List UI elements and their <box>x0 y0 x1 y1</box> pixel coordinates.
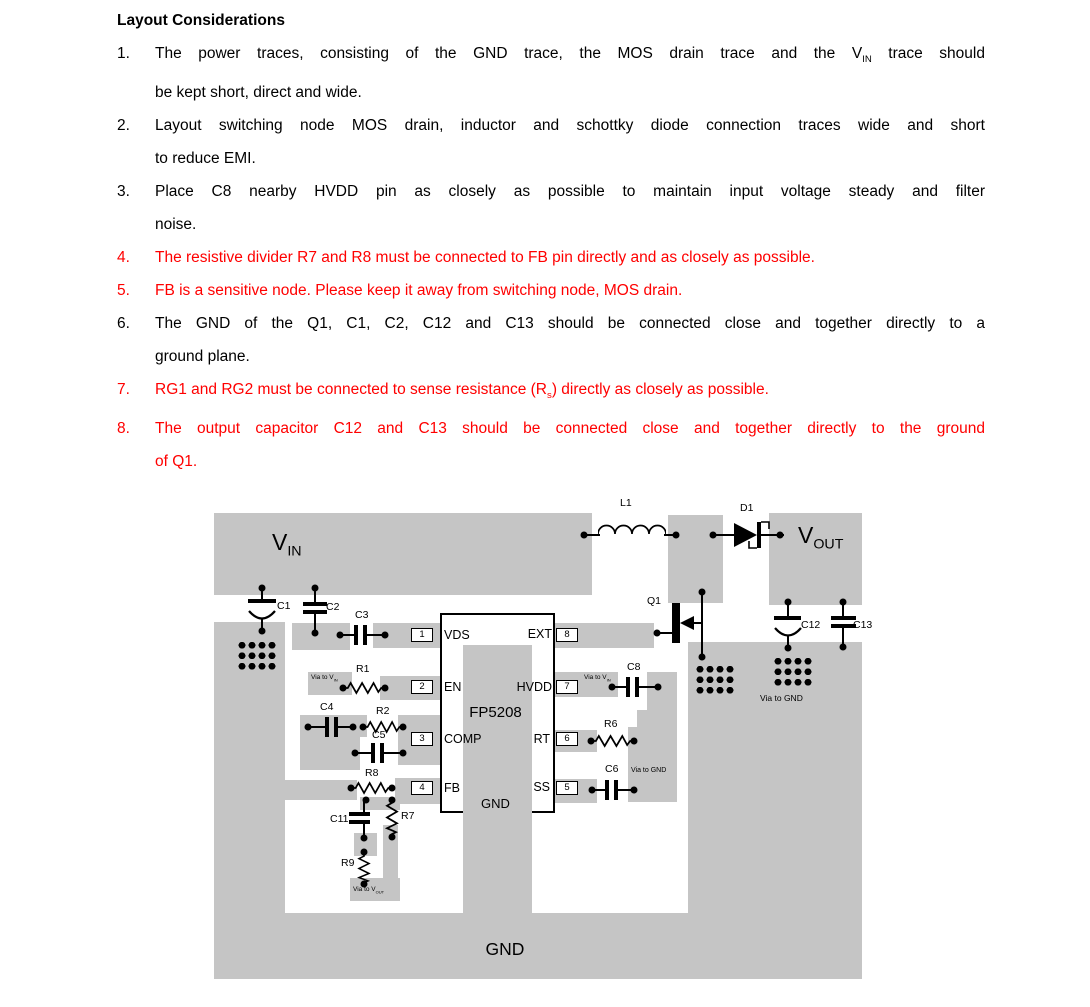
list-item-line: RG1 and RG2 must be connected to sense resistance $(R_s)$ directly as closely as possible. <box>155 381 769 402</box>
ic-pin-name-vds: VDS <box>444 628 470 642</box>
layout-considerations-section <box>117 4 985 478</box>
ic-pin-name-fb: FB <box>444 781 460 795</box>
pin-number: 1 <box>419 629 425 641</box>
wire-segment <box>701 592 703 658</box>
junction-dot <box>361 835 368 842</box>
pin-box-7 <box>556 680 578 694</box>
ic-pin-name-ext: EXT <box>527 627 552 641</box>
junction-dot <box>785 645 792 652</box>
junction-dot <box>589 787 596 794</box>
via-to-vin-label-right: Via to $V_{IN}$ <box>584 674 611 683</box>
junction-dot <box>631 787 638 794</box>
list-item-line: noise. <box>155 216 197 234</box>
junction-dot <box>840 644 847 651</box>
ic-pin-name-ss: SS <box>533 780 550 794</box>
list-item-line: of Q1. <box>155 453 198 471</box>
list-item-number: 6. <box>117 315 130 333</box>
junction-dot <box>840 599 847 606</box>
c11-plate-top <box>349 812 370 816</box>
junction-dot <box>389 785 396 792</box>
list-item-number: 3. <box>117 183 130 201</box>
junction-dot <box>654 630 661 637</box>
ic-gnd-label: GND <box>481 796 510 811</box>
junction-dot <box>609 684 616 691</box>
list-item <box>117 37 985 109</box>
via-grid-gnd-1 <box>695 664 735 696</box>
junction-dot <box>361 849 368 856</box>
list-item <box>117 109 985 175</box>
junction-dot <box>305 724 312 731</box>
label-r8: R8 <box>365 767 379 779</box>
label-r9: R9 <box>341 857 355 869</box>
via-grid-gnd-2 <box>773 656 813 688</box>
via-to-gnd-label-small: Via to GND <box>631 767 667 774</box>
pin-number: 2 <box>419 681 425 693</box>
list-item-line: The resistive divider R7 and R8 must be connected to FB pin directly and as closely as possible. <box>155 249 815 267</box>
pin-number: 5 <box>564 782 570 794</box>
layout-list <box>117 37 985 478</box>
r7-resistor-symbol <box>385 798 399 837</box>
label-q1: Q1 <box>647 595 662 607</box>
label-c1: C1 <box>277 600 291 612</box>
label-l1: L1 <box>620 497 632 509</box>
list-item-line: Layout switching node MOS drain, inductor and schottky diode connection traces wide and short <box>155 117 985 135</box>
pin-box-4 <box>411 781 433 795</box>
list-item-line: to reduce EMI. <box>155 150 256 168</box>
q1-mosfet-arrow <box>680 616 694 630</box>
vin-plane <box>214 513 592 595</box>
junction-dot <box>340 685 347 692</box>
junction-dot <box>259 628 266 635</box>
list-item <box>117 274 985 307</box>
list-item-line: ground plane. <box>155 348 250 366</box>
ic-pin-name-en: EN <box>444 680 462 694</box>
junction-dot <box>337 632 344 639</box>
junction-dot <box>581 532 588 539</box>
junction-dot <box>777 532 784 539</box>
label-r7: R7 <box>401 810 415 822</box>
via-to-gnd-label: Via to GND <box>760 693 803 703</box>
l1-inductor-symbol <box>598 521 666 536</box>
pin-box-2 <box>411 680 433 694</box>
junction-dot <box>710 532 717 539</box>
q1-mosfet-bar <box>672 603 680 643</box>
via-to-vin-label-left: Via to $V_{IN}$ <box>311 674 338 683</box>
pin-box-3 <box>411 732 433 746</box>
list-item <box>117 175 985 241</box>
label-r1: R1 <box>356 663 370 675</box>
junction-dot <box>363 797 370 804</box>
d1-diode-symbol <box>710 518 784 552</box>
junction-dot <box>352 750 359 757</box>
list-item-line: Place C8 nearby HVDD pin as closely as possible to maintain input voltage steady and filter <box>155 183 985 201</box>
r6-resistor-symbol <box>591 734 634 748</box>
list-item-number: 7. <box>117 381 130 399</box>
label-c5: C5 <box>372 729 386 741</box>
junction-dot <box>400 724 407 731</box>
label-c2: C2 <box>326 601 340 613</box>
junction-dot <box>673 532 680 539</box>
junction-dot <box>360 724 367 731</box>
pin-number: 4 <box>419 782 425 794</box>
label-c12: C12 <box>801 619 821 631</box>
list-item-line: The GND of the Q1, C1, C2, C12 and C13 should be connected close and together directly to a <box>155 315 985 333</box>
c11-plate-bot <box>349 820 370 824</box>
label-d1: D1 <box>740 502 754 514</box>
via-grid-left <box>237 640 277 672</box>
section-heading: Layout Considerations <box>117 12 285 29</box>
ic-pin-name-rt: RT <box>533 732 550 746</box>
junction-dot <box>382 685 389 692</box>
list-item-line: be kept short, direct and wide. <box>155 84 362 102</box>
vout-plane-label: $V_{OUT}$ <box>798 522 844 553</box>
via-to-vout-label: Via to $V_{OUT}$ <box>353 886 385 895</box>
label-r2: R2 <box>376 705 390 717</box>
pin-box-5 <box>556 781 578 795</box>
pin-box-8 <box>556 628 578 642</box>
list-item-number: 4. <box>117 249 130 267</box>
junction-dot <box>588 738 595 745</box>
ic-part-number: FP5208 <box>469 704 522 721</box>
pin-number: 3 <box>419 733 425 745</box>
pin-box-1 <box>411 628 433 642</box>
list-item <box>117 241 985 274</box>
r8-trace <box>285 780 357 800</box>
label-c6: C6 <box>605 763 619 775</box>
list-item <box>117 373 985 412</box>
r8-resistor-symbol <box>351 781 392 795</box>
list-item-number: 2. <box>117 117 130 135</box>
list-item-number: 1. <box>117 45 130 62</box>
list-item-line: FB is a sensitive node. Please keep it away from switching node, MOS drain. <box>155 282 683 300</box>
list-item-line: The power traces, consisting of the GND trace, the MOS drain trace and the $V_{IN}$ trace should <box>155 45 985 66</box>
r1-resistor-symbol <box>343 681 385 695</box>
list-item-number: 5. <box>117 282 130 300</box>
label-c3: C3 <box>355 609 369 621</box>
junction-dot <box>699 589 706 596</box>
junction-dot <box>400 750 407 757</box>
pin-number: 8 <box>564 629 570 641</box>
gnd-plane-label: GND <box>485 939 525 959</box>
junction-dot <box>348 785 355 792</box>
list-item <box>117 412 985 478</box>
list-item-number: 8. <box>117 420 130 438</box>
junction-dot <box>631 738 638 745</box>
label-c4: C4 <box>320 701 334 713</box>
junction-dot <box>312 630 319 637</box>
junction-dot <box>350 724 357 731</box>
label-c8: C8 <box>627 661 641 673</box>
vin-plane-label: $V_{IN}$ <box>272 529 302 560</box>
ic-pin-name-comp: COMP <box>444 732 482 746</box>
junction-dot <box>785 599 792 606</box>
label-c11: C11 <box>330 813 349 825</box>
junction-dot <box>389 797 396 804</box>
label-r6: R6 <box>604 718 618 730</box>
ic-pin-name-hvdd: HVDD <box>516 680 552 694</box>
junction-dot <box>259 585 266 592</box>
junction-dot <box>312 585 319 592</box>
junction-dot <box>382 632 389 639</box>
pin-box-6 <box>556 732 578 746</box>
junction-dot <box>389 834 396 841</box>
label-c13: C13 <box>853 619 873 631</box>
c8-column-a <box>647 672 677 712</box>
pin-number: 6 <box>564 733 570 745</box>
list-item <box>117 307 985 373</box>
junction-dot <box>699 654 706 661</box>
list-item-line: The output capacitor C12 and C13 should be connected close and together directly to the ground <box>155 420 985 438</box>
pin-number: 7 <box>564 681 570 693</box>
junction-dot <box>655 684 662 691</box>
